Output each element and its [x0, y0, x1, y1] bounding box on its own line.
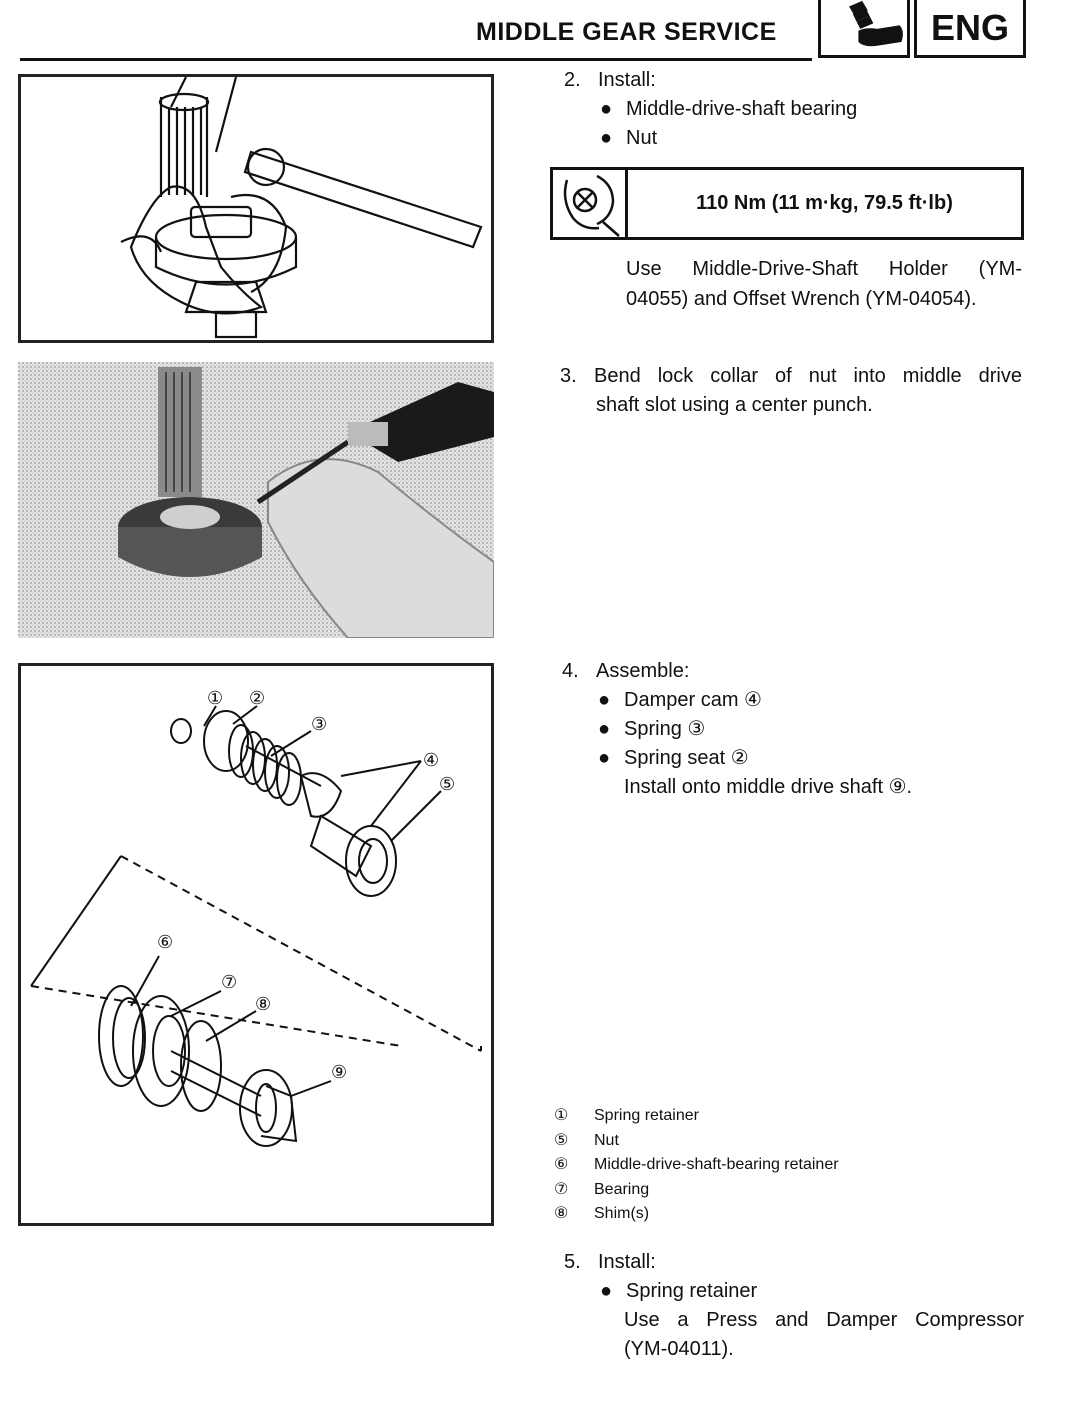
- step-3-line-2: shaft slot using a center punch.: [596, 394, 873, 416]
- callout-1: ①: [207, 688, 224, 709]
- step-2-note-line-1: Use Middle-Drive-Shaft Holder (YM-: [626, 258, 1022, 280]
- bullet-icon: ●: [600, 98, 613, 120]
- legend-item: ⑤ Nut: [554, 1131, 619, 1149]
- bullet-icon: ●: [598, 747, 611, 769]
- torque-value: 110 Nm (11 m·kg, 79.5 ft·lb): [696, 192, 953, 214]
- step-4-item-2: ● Spring ③: [598, 715, 705, 744]
- step-title: Install:: [598, 1251, 656, 1273]
- step-number: 2.: [564, 69, 581, 91]
- page-title: MIDDLE GEAR SERVICE: [476, 18, 777, 46]
- torque-wrench-icon: [553, 170, 628, 237]
- exploded-view-illustration: [21, 666, 491, 1223]
- shaft-holder-illustration: [21, 77, 491, 340]
- step-2-item-1: ● Middle-drive-shaft bearing: [600, 95, 857, 124]
- step-5-note-line-1: Use a Press and Damper Compressor: [624, 1309, 1024, 1331]
- photo-center-punch: [18, 362, 494, 638]
- legend-item: ① Spring retainer: [554, 1107, 699, 1124]
- step-4-item-1: ● Damper cam ④: [598, 686, 762, 715]
- step-number: 3.: [560, 365, 577, 387]
- step-number: 5.: [564, 1251, 581, 1273]
- center-punch-photo: [18, 362, 494, 638]
- step-4-heading: [562, 657, 689, 686]
- callout-8: ⑧: [255, 994, 272, 1015]
- step-5-heading: [564, 1248, 656, 1277]
- callout-3: ③: [311, 714, 328, 735]
- torque-spec-box: [550, 167, 1024, 240]
- step-title: Assemble:: [596, 660, 690, 682]
- callout-2: ②: [249, 688, 266, 709]
- engine-service-icon: [818, 0, 910, 58]
- legend-item: ⑥ Middle-drive-shaft-bearing retainer: [554, 1156, 839, 1173]
- bullet-icon: ●: [598, 689, 611, 711]
- callout-5: ⑤: [439, 774, 456, 795]
- callout-4: ④: [423, 750, 440, 771]
- legend-item: ⑧ Shim(s): [554, 1205, 650, 1222]
- section-badge: ENG: [914, 0, 1026, 58]
- callout-7: ⑦: [221, 972, 238, 993]
- step-number: 4.: [562, 660, 579, 682]
- legend-item: ⑦ Bearing: [554, 1180, 650, 1198]
- step-4-item-3: ● Spring seat ②: [598, 744, 749, 773]
- bullet-icon: ●: [600, 1280, 613, 1302]
- callout-9: ⑨: [331, 1062, 348, 1083]
- figure-shaft-holder: [18, 74, 494, 343]
- callout-6: ⑥: [157, 932, 174, 953]
- step-2-heading: [564, 66, 656, 95]
- figure-exploded-damper: [18, 663, 494, 1226]
- step-2-note-line-2: 04055) and Offset Wrench (YM-04054).: [626, 288, 977, 310]
- legend-list: [554, 1104, 839, 1227]
- step-3-line-1: 3. Bend lock collar of nut into middle drive: [560, 362, 1022, 391]
- header-rule: [20, 58, 812, 61]
- step-2-item-2: ● Nut: [600, 124, 657, 153]
- bullet-icon: ●: [598, 718, 611, 740]
- step-title: Install:: [598, 69, 656, 91]
- step-4-note: Install onto middle drive shaft ⑨.: [624, 776, 913, 798]
- bullet-icon: ●: [600, 127, 613, 149]
- step-5-note-line-2: (YM-04011).: [624, 1338, 734, 1360]
- step-5-item-1: ● Spring retainer: [600, 1277, 757, 1306]
